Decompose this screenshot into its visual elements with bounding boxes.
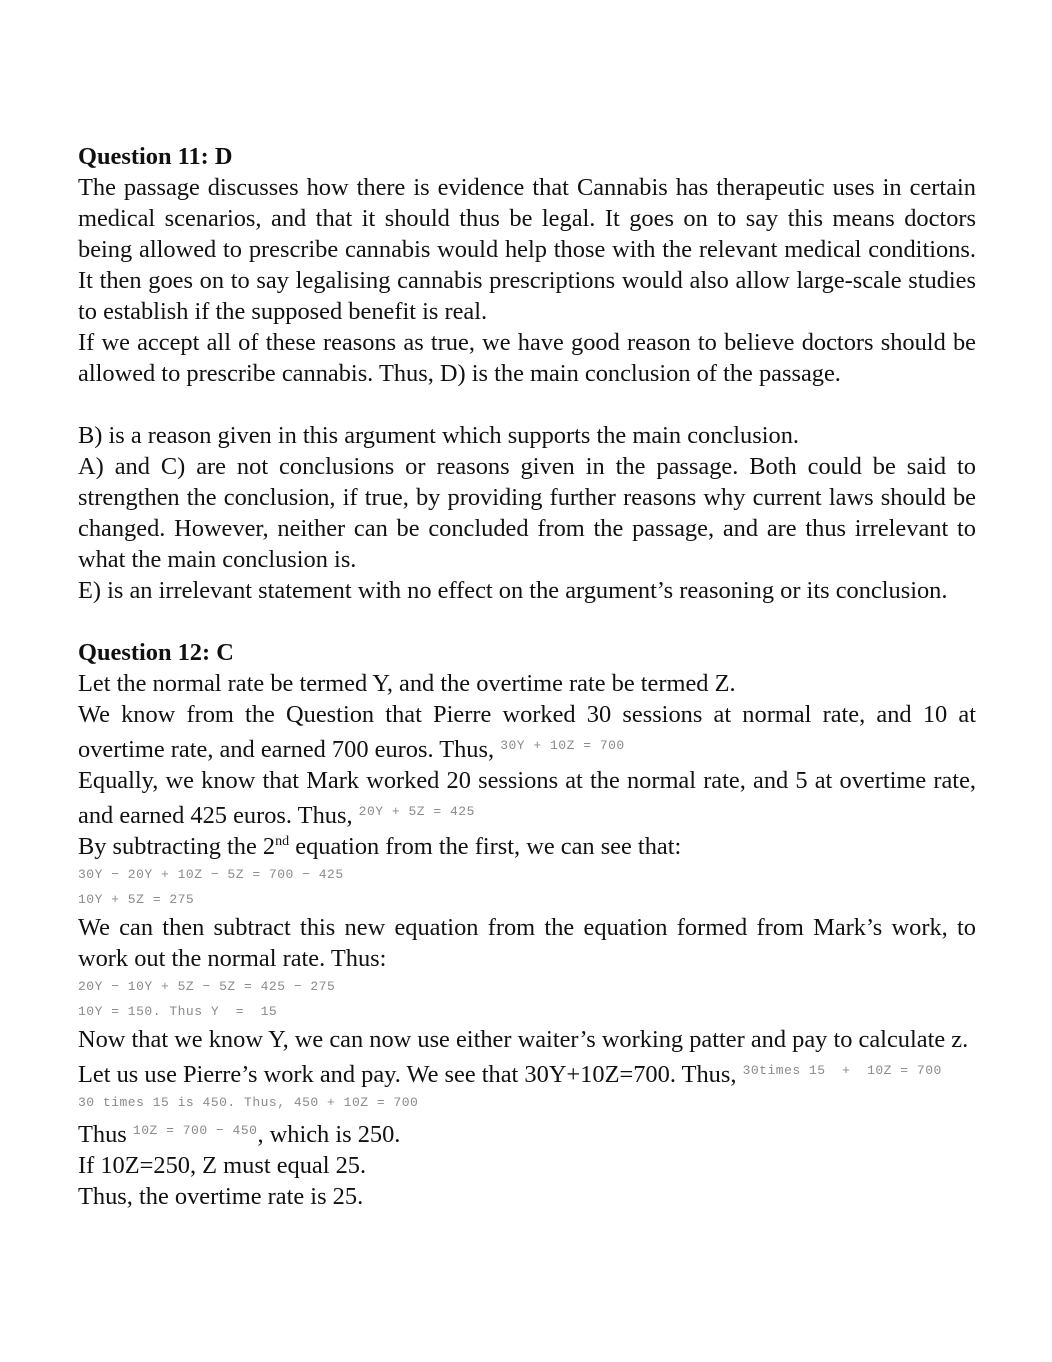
q12-line-8-text-a: Thus	[78, 1121, 127, 1148]
q12-line-8-text-b: , which is 250.	[257, 1121, 401, 1148]
equation-image-2: 20Y + 5Z = 425	[358, 804, 475, 819]
q12-line-3	[78, 765, 976, 831]
q12-line-3-text: Equally, we know that Mark worked 20 sessions at the normal rate, and 5 at overtime rate, and earned 425 euros. Thus,	[78, 767, 976, 829]
superscript-nd: nd	[275, 834, 290, 849]
equation-image-4: 10Y + 5Z = 275	[78, 892, 195, 907]
q12-line-4-text-a: By subtracting the 2	[78, 833, 276, 860]
q11-paragraph-3: B) is a reason given in this argument which supports the main conclusion.	[78, 422, 799, 449]
equation-image-5: 20Y − 10Y + 5Z − 5Z = 425 − 275	[78, 979, 336, 994]
q11-paragraph-2: If we accept all of these reasons as true, we have good reason to believe doctors should be allowed to prescribe cannabis. Thus, D) is the main conclusion of the passage.	[78, 329, 976, 387]
equation-image-9: 10Z = 700 − 450	[132, 1123, 258, 1138]
q12-line-6: Now that we know Y, we can now use either waiter’s working patter and pay to calculate z.	[78, 1026, 969, 1053]
equation-image-3: 30Y − 20Y + 10Z − 5Z = 700 − 425	[78, 867, 344, 882]
q12-line-2-text: We know from the Question that Pierre worked 30 sessions at normal rate, and 10 at overtime rate, and earned 700 euros. Thus,	[78, 701, 976, 763]
equation-image-6: 10Y = 150. Thus Y = 15	[78, 1004, 278, 1019]
q11-paragraph-5: E) is an irrelevant statement with no effect on the argument’s reasoning or its conclusion.	[78, 577, 948, 604]
q12-line-7	[78, 1055, 976, 1090]
answer-page	[78, 141, 976, 1212]
q12-line-4-text-b: equation from the first, we can see that:	[289, 833, 682, 860]
q12-line-9: If 10Z=250, Z must equal 25.	[78, 1152, 367, 1179]
q12-line-7-text: Let us use Pierre’s work and pay. We see that 30Y+10Z=700. Thus,	[78, 1061, 737, 1088]
equation-image-8: 30 times 15 is 450. Thus, 450 + 10Z = 700	[78, 1095, 419, 1110]
q12-line-1: Let the normal rate be termed Y, and the overtime rate be termed Z.	[78, 670, 736, 697]
equation-image-7: 30times 15 + 10Z = 700	[742, 1063, 942, 1078]
question-12-heading: Question 12: C	[78, 639, 234, 666]
spacer	[78, 606, 976, 637]
q12-line-8	[78, 1115, 976, 1150]
q12-line-2	[78, 699, 976, 765]
q12-line-5: We can then subtract this new equation from the equation formed from Mark’s work, to work out the normal rate. Thus:	[78, 914, 976, 972]
q12-line-10: Thus, the overtime rate is 25.	[78, 1183, 364, 1210]
equation-image-1: 30Y + 10Z = 700	[500, 738, 625, 753]
q11-paragraph-1: The passage discusses how there is evidence that Cannabis has therapeutic uses in certain medical scenarios, and that it should thus be legal. It goes on to say this means doctors being allowed to prescribe cannabis would help those with the relevant medical conditions. It then goes on to say legalising cannabis prescriptions would also allow large-scale studies to establish if the supposed benefit is real.	[78, 174, 976, 325]
spacer	[78, 389, 976, 420]
q12-line-4	[78, 831, 976, 862]
q11-paragraph-4: A) and C) are not conclusions or reasons given in the passage. Both could be said to strengthen the conclusion, if true, by providing further reasons why current laws should be changed. However, neither can be concluded from the passage, and are thus irrelevant to what the main conclusion is.	[78, 453, 976, 573]
question-11-heading: Question 11: D	[78, 143, 233, 170]
